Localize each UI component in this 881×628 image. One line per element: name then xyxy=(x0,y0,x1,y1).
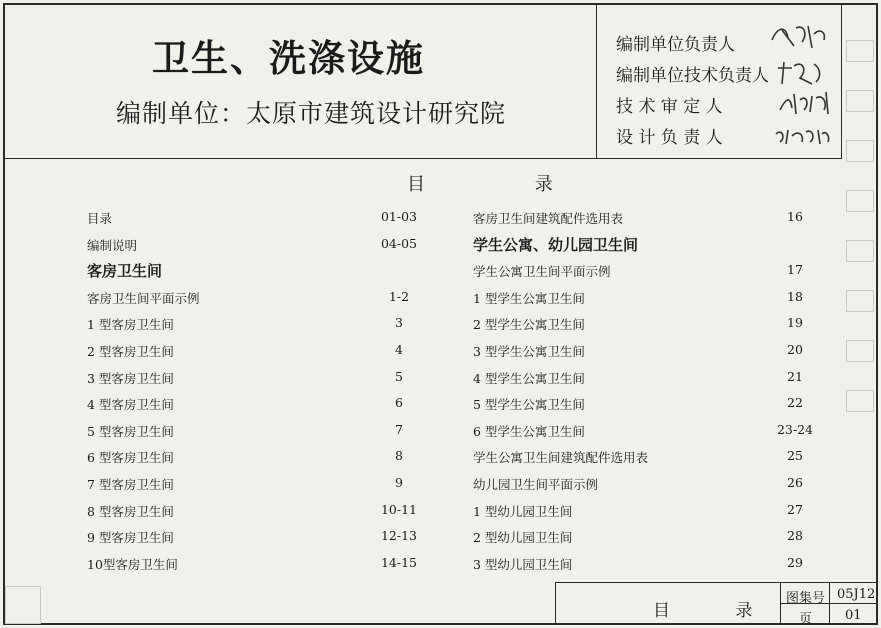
document-title: 卫生、洗涤设施 xyxy=(152,36,425,80)
toc-entry xyxy=(87,502,429,524)
toc-entry-page: 29 xyxy=(787,554,803,570)
header-rule xyxy=(3,158,842,159)
side-cell xyxy=(846,190,874,212)
toc-entry-page: 9 xyxy=(395,475,403,490)
toc-entry-label: 3 型客房卫生间 xyxy=(87,370,174,386)
toc-entry xyxy=(473,555,825,577)
toc-entry xyxy=(87,448,429,470)
toc-section-heading xyxy=(87,262,429,284)
toc-entry-label: 5 型客房卫生间 xyxy=(87,423,174,439)
signature-4 xyxy=(772,120,834,150)
toc-entry-page: 26 xyxy=(787,475,803,490)
toc-entry-label: 客房卫生间建筑配件选用表 xyxy=(473,211,624,226)
toc-entry xyxy=(87,422,429,444)
toc-entry-page: 22 xyxy=(787,395,803,411)
side-cell xyxy=(846,290,874,312)
side-cell xyxy=(846,340,874,362)
toc-entry-label: 9 型客房卫生间 xyxy=(87,530,174,546)
toc-entry-label: 3 型幼儿园卫生间 xyxy=(473,556,573,572)
toc-entry-page: 04-05 xyxy=(380,235,418,251)
toc-entry xyxy=(87,342,429,364)
toc-entry-label: 4 型学生公寓卫生间 xyxy=(473,370,585,386)
page-label: 页 xyxy=(799,612,813,627)
toc-entry-page: 01-03 xyxy=(380,209,418,224)
toc-entry-label: 学生公寓卫生间平面示例 xyxy=(473,264,611,280)
toc-entry xyxy=(473,262,825,284)
toc-entry-label: 1 型幼儿园卫生间 xyxy=(473,503,573,519)
toc-entry xyxy=(473,395,825,417)
toc-entry-page: 23-24 xyxy=(776,421,814,437)
side-cell xyxy=(846,240,874,262)
toc-entry xyxy=(87,475,429,497)
toc-entry-label: 7 型客房卫生间 xyxy=(87,477,174,492)
toc-entry xyxy=(87,395,429,417)
toc-entry xyxy=(87,315,429,337)
toc-entry-label: 客房卫生间 xyxy=(87,262,163,281)
toc-section-heading xyxy=(473,236,825,258)
toc-entry-page: 28 xyxy=(787,528,803,544)
toc-entry-page: 10-11 xyxy=(380,501,418,517)
toc-entry xyxy=(473,448,825,470)
side-cell xyxy=(846,90,874,112)
toc-entry-label: 3 型学生公寓卫生间 xyxy=(473,344,585,359)
side-cell xyxy=(846,40,874,62)
role-unit-leader: 编制单位负责人 xyxy=(616,35,735,55)
toc-entry-label: 2 型学生公寓卫生间 xyxy=(473,317,585,333)
toc-entry-page: 14-15 xyxy=(380,554,418,570)
toc-entry-page: 16 xyxy=(787,209,803,224)
toc-entry xyxy=(473,209,825,231)
titleblock-name: 目 录 xyxy=(653,601,783,621)
toc-entry xyxy=(87,209,429,231)
border-bottom xyxy=(3,623,878,625)
toc-entry xyxy=(87,528,429,550)
bottom-left-cell xyxy=(5,586,41,624)
toc-entry-label: 8 型客房卫生间 xyxy=(87,503,174,519)
toc-entry-label: 目录 xyxy=(87,211,113,226)
toc-entry xyxy=(473,369,825,391)
toc-entry-label: 编制说明 xyxy=(87,237,138,253)
toc-entry xyxy=(87,555,429,577)
toc-entry-page: 8 xyxy=(395,448,403,464)
toc-entry-page: 7 xyxy=(395,421,403,437)
atlas-label: 图集号 xyxy=(786,591,826,606)
border-right xyxy=(876,3,878,625)
toc-entry xyxy=(473,502,825,524)
side-cell xyxy=(846,390,874,412)
toc-entry-label: 10型客房卫生间 xyxy=(87,556,178,572)
toc-entry-page: 17 xyxy=(787,262,803,278)
signature-2 xyxy=(772,58,828,88)
toc-entry-label: 4 型客房卫生间 xyxy=(87,397,174,413)
toc-entry xyxy=(473,342,825,364)
toc-entry-label: 2 型客房卫生间 xyxy=(87,344,174,359)
toc-entry-page: 27 xyxy=(787,501,803,517)
toc-entry-page: 1-2 xyxy=(388,288,410,304)
toc-entry xyxy=(473,475,825,497)
toc-entry xyxy=(473,422,825,444)
toc-entry-page: 5 xyxy=(395,368,403,384)
toc-entry-page: 20 xyxy=(787,342,803,357)
toc-entry-label: 5 型学生公寓卫生间 xyxy=(473,397,585,413)
toc-entry-label: 1 型客房卫生间 xyxy=(87,317,174,333)
compiling-unit: 编制单位：太原市建筑设计研究院 xyxy=(116,99,507,128)
toc-entry-label: 客房卫生间平面示例 xyxy=(87,290,200,306)
toc-entry xyxy=(473,528,825,550)
toc-entry xyxy=(473,289,825,311)
toc-entry xyxy=(473,315,825,337)
responsibility-box-left xyxy=(596,3,597,159)
role-technical-reviewer: 技 术 审 定 人 xyxy=(616,97,723,117)
toc-entry-page: 18 xyxy=(787,288,803,304)
toc-entry xyxy=(87,289,429,311)
toc-entry-page: 25 xyxy=(787,448,803,464)
side-cell xyxy=(846,140,874,162)
toc-entry-label: 6 型客房卫生间 xyxy=(87,450,174,466)
toc-entry-label: 学生公寓卫生间建筑配件选用表 xyxy=(473,450,649,466)
toc-entry-label: 学生公寓、幼儿园卫生间 xyxy=(473,235,639,254)
toc-entry-label: 幼儿园卫生间平面示例 xyxy=(473,477,599,492)
titleblock-left xyxy=(555,582,556,625)
toc-heading: 目 录 xyxy=(407,174,605,195)
toc-entry-label: 1 型学生公寓卫生间 xyxy=(473,290,585,306)
toc-entry xyxy=(87,236,429,258)
toc-entry-page: 21 xyxy=(787,368,803,384)
toc-entry-page: 12-13 xyxy=(380,528,418,544)
border-top xyxy=(3,3,878,5)
toc-entry-page: 3 xyxy=(395,315,403,331)
toc-entry-page: 6 xyxy=(395,395,403,411)
toc-entry-page: 4 xyxy=(395,342,403,357)
responsibility-box-right xyxy=(841,3,842,159)
signature-3 xyxy=(776,88,834,118)
toc-entry-label: 2 型幼儿园卫生间 xyxy=(473,530,573,546)
border-left xyxy=(3,3,5,625)
toc-entry-label: 6 型学生公寓卫生间 xyxy=(473,423,585,439)
atlas-number: 05J12 xyxy=(837,587,876,602)
toc-entry-page: 19 xyxy=(787,315,803,331)
role-design-leader: 设 计 负 责 人 xyxy=(616,128,723,148)
page-number: 01 xyxy=(845,608,862,623)
toc-entry xyxy=(87,369,429,391)
role-technical-leader: 编制单位技术负责人 xyxy=(616,66,769,86)
signature-1 xyxy=(768,20,832,52)
